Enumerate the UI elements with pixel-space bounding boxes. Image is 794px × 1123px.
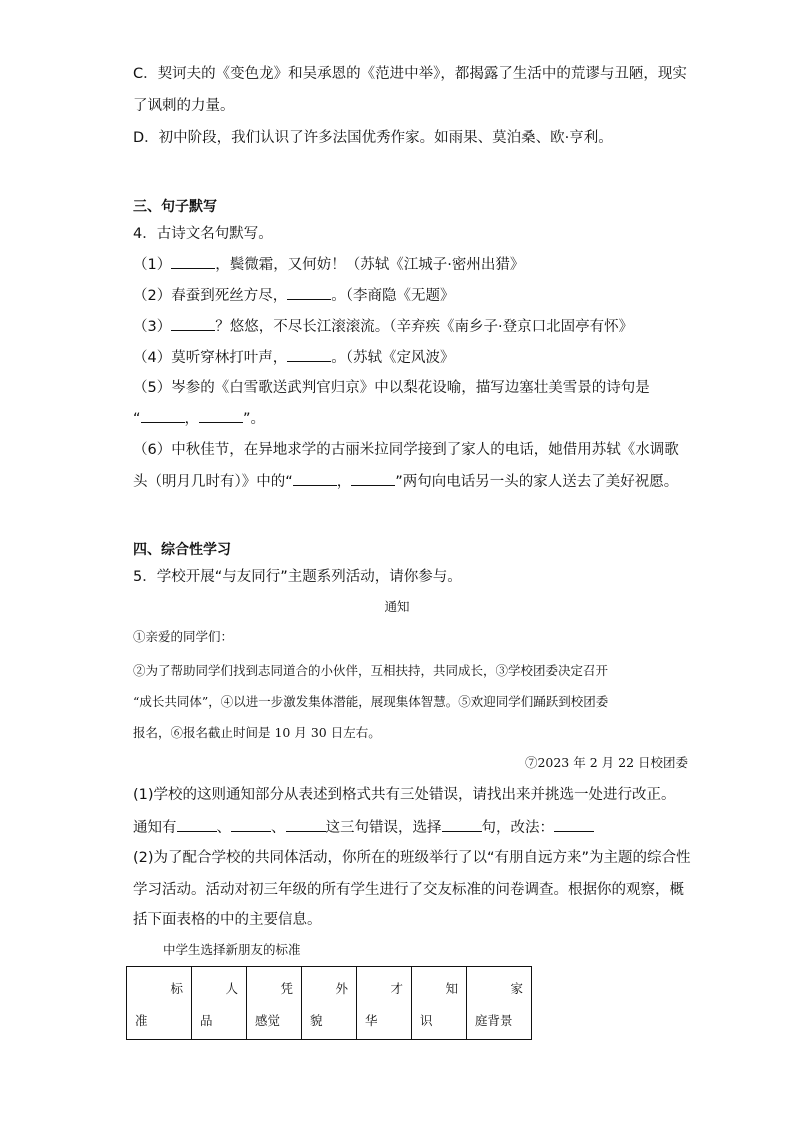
option-c-line2: 了讽刺的力量。 xyxy=(133,98,235,114)
q4-item-5: （5）岑参的《白雪歌送武判官归京》中以梨花设喻，描写边塞壮美雪景的诗句是 xyxy=(133,380,650,396)
criteria-table xyxy=(126,966,532,1040)
table-cell xyxy=(127,967,192,1040)
table-cell xyxy=(412,967,467,1040)
q5-part-1: (1)学校的这则通知部分从表述到格式共有三处错误，请找出来并挑选一处进行改正。 xyxy=(133,787,676,803)
table-cell xyxy=(302,967,357,1040)
cell-bottom: 华 xyxy=(365,1013,378,1028)
q5-1-label-b: 这三句错误，选择 xyxy=(325,820,442,836)
cell-bottom: 貌 xyxy=(310,1013,323,1028)
q4-4-text: （4）莫听穿林打叶声， xyxy=(133,350,288,366)
cell-bottom: 感觉 xyxy=(255,1013,281,1028)
blank[interactable] xyxy=(351,471,395,486)
q4-item-3 xyxy=(133,316,633,337)
table-cell xyxy=(357,967,412,1040)
option-d: D．初中阶段，我们认识了许多法国优秀作家。如雨果、莫泊桑、欧·亨利。 xyxy=(133,130,613,146)
table-row xyxy=(127,967,532,1040)
table-title: 中学生选择新朋友的标准 xyxy=(163,942,301,957)
cell-top: 人 xyxy=(225,981,238,996)
q4-4-source: 。（苏轼《定风波》 xyxy=(331,350,455,366)
q5-part-2-line3: 括下面表格的中的主要信息。 xyxy=(133,912,322,928)
cell-bottom: 庭背景 xyxy=(475,1013,513,1028)
q4-item-1 xyxy=(133,254,524,275)
notice-title: 通知 xyxy=(384,599,410,614)
cell-bottom: 识 xyxy=(420,1013,433,1028)
table-cell xyxy=(247,967,302,1040)
q5-part-2-line1: (2)为了配合学校的共同体活动，你所在的班级举行了以“有朋自远方来”为主题的综合性 xyxy=(133,850,691,866)
notice-signature: ⑦2023 年 2 月 22 日校团委 xyxy=(524,755,688,770)
separator: 、 xyxy=(271,820,286,836)
cell-bottom: 品 xyxy=(200,1013,213,1028)
q4-6-text-a: 头（明月几时有）》中的“ xyxy=(133,474,293,490)
blank[interactable] xyxy=(141,408,185,423)
q4-3-prefix: （3） xyxy=(133,319,172,335)
separator: 、 xyxy=(216,820,231,836)
section-4-heading: 四、综合性学习 xyxy=(133,542,231,558)
q4-2-source: 。（李商隐《无题》 xyxy=(331,288,455,304)
q4-1-text: ，鬓微霜，又何妨！（苏轼《江城子·密州出猎》 xyxy=(215,257,525,273)
cell-top: 知 xyxy=(445,981,458,996)
section-3-heading: 三、句子默写 xyxy=(133,199,217,215)
cell-top: 外 xyxy=(335,981,348,996)
cell-top: 家 xyxy=(510,981,523,996)
blank[interactable] xyxy=(199,408,243,423)
notice-line-3: “成长共同体”，④以进一步激发集体潜能，展现集体智慧。⑤欢迎同学们踊跃到校团委 xyxy=(133,694,609,709)
q4-3-text: ？悠悠，不尽长江滚滚流。（辛弃疾《南乡子·登京口北固亭有怀》 xyxy=(215,319,634,335)
q4-item-6-line2 xyxy=(133,471,678,492)
q5-part-1-answer xyxy=(133,817,594,838)
q4-item-2 xyxy=(133,285,454,306)
table-cell xyxy=(467,967,532,1040)
option-c-line1: C．契诃夫的《变色龙》和吴承恩的《范进中举》，都揭露了生活中的荒谬与丑陋，现实 xyxy=(133,66,687,82)
notice-line-1: ①亲爱的同学们： xyxy=(133,629,234,644)
q5-1-label-c: 句，改法： xyxy=(481,820,554,836)
q4-item-6-line1: （6）中秋佳节，在异地求学的古丽米拉同学接到了家人的电话，她借用苏轼《水调歌 xyxy=(133,442,679,458)
blank[interactable] xyxy=(177,817,217,832)
question-5: 5．学校开展“与友同行”主题系列活动，请你参与。 xyxy=(133,569,462,585)
quote-open: “ xyxy=(133,411,141,427)
comma: ， xyxy=(336,474,352,490)
notice-line-4: 报名，⑥报名截止时间是 10 月 30 日左右。 xyxy=(133,725,381,740)
notice-line-2: ②为了帮助同学们找到志同道合的小伙伴，互相扶持，共同成长，③学校团委决定召开 xyxy=(133,663,609,678)
q4-6-text-b: ”两句向电话另一头的家人送去了美好祝愿。 xyxy=(395,474,679,490)
blank[interactable] xyxy=(442,817,482,832)
table-cell xyxy=(192,967,247,1040)
question-4: 4．古诗文名句默写。 xyxy=(133,226,273,242)
blank[interactable] xyxy=(287,285,331,300)
cell-top: 凭 xyxy=(280,981,293,996)
blank[interactable] xyxy=(293,471,337,486)
q4-item-4 xyxy=(133,347,454,368)
cell-top: 标 xyxy=(170,981,183,996)
blank[interactable] xyxy=(554,817,594,832)
q4-1-prefix: （1） xyxy=(133,257,172,273)
q5-1-label-a: 通知有 xyxy=(133,820,177,836)
blank[interactable] xyxy=(287,347,331,362)
blank[interactable] xyxy=(286,817,326,832)
cell-bottom: 准 xyxy=(135,1013,148,1028)
blank[interactable] xyxy=(171,254,215,269)
blank[interactable] xyxy=(171,316,215,331)
blank[interactable] xyxy=(231,817,271,832)
q4-2-text: （2）春蚕到死丝方尽， xyxy=(133,288,288,304)
q5-part-2-line2: 学习活动。活动对初三年级的所有学生进行了交友标准的问卷调查。根据你的观察，概 xyxy=(133,882,684,898)
cell-top: 才 xyxy=(390,981,403,996)
comma: ， xyxy=(184,411,200,427)
q4-item-5-blanks xyxy=(133,408,265,429)
quote-close: ”。 xyxy=(243,411,266,427)
